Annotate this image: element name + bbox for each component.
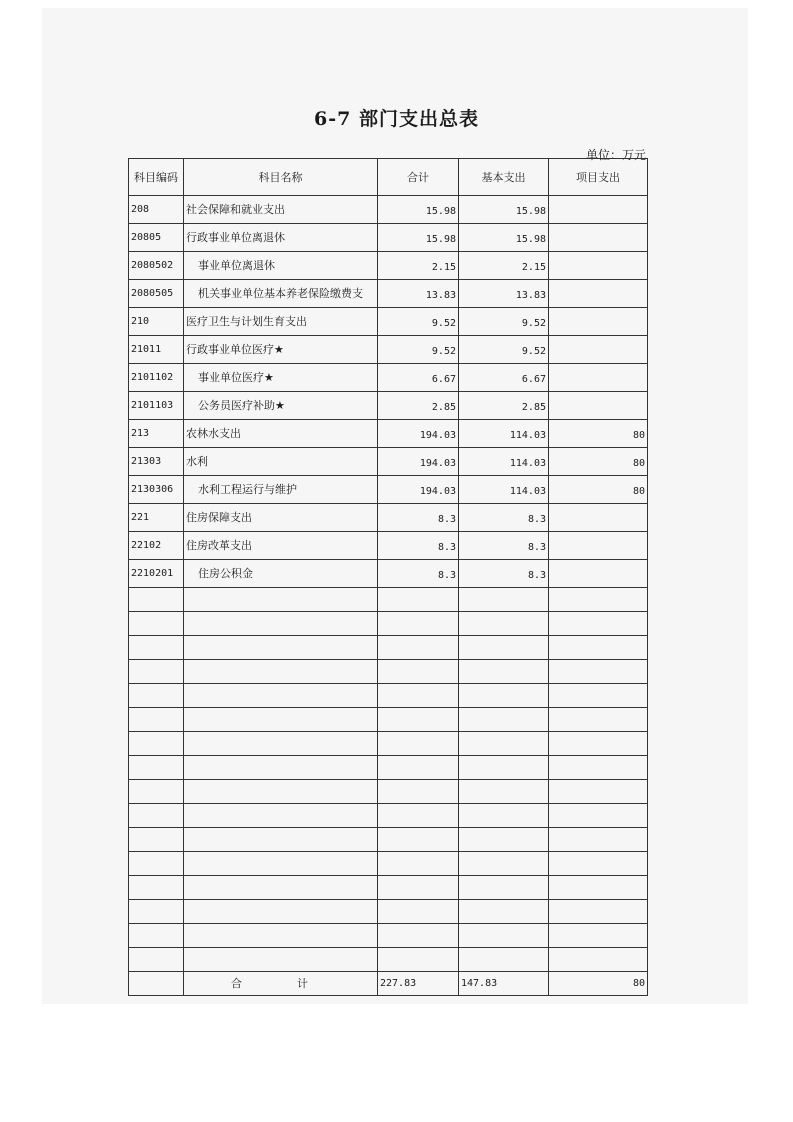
row-basic: 114.03: [459, 476, 549, 504]
table-row: [129, 504, 648, 532]
row-total: 194.03: [378, 476, 459, 504]
total-label: 合 计: [184, 972, 378, 996]
empty-row: [129, 636, 648, 660]
empty-row: [129, 780, 648, 804]
total-code-cell: [129, 972, 184, 996]
row-basic: 8.3: [459, 532, 549, 560]
empty-row: [129, 852, 648, 876]
empty-cell: [459, 708, 549, 732]
empty-cell: [129, 828, 184, 852]
empty-cell: [549, 780, 648, 804]
unit-label: 单位：万元: [585, 148, 646, 162]
header-total: 合计: [378, 159, 459, 196]
header-code: 科目编码: [129, 159, 184, 196]
empty-cell: [129, 660, 184, 684]
empty-cell: [459, 804, 549, 828]
row-total: 9.52: [378, 336, 459, 364]
empty-cell: [459, 828, 549, 852]
row-code: 2210201: [129, 560, 184, 588]
empty-cell: [129, 852, 184, 876]
row-total: 9.52: [378, 308, 459, 336]
row-basic: 6.67: [459, 364, 549, 392]
row-project: [549, 224, 648, 252]
table-header-row: [129, 159, 648, 196]
row-code: 22102: [129, 532, 184, 560]
row-code: 2130306: [129, 476, 184, 504]
empty-row: [129, 708, 648, 732]
empty-cell: [459, 636, 549, 660]
empty-cell: [378, 780, 459, 804]
empty-cell: [378, 756, 459, 780]
row-project: [549, 364, 648, 392]
row-name: 社会保障和就业支出: [184, 196, 378, 224]
empty-row: [129, 948, 648, 972]
table-row: [129, 252, 648, 280]
empty-cell: [129, 684, 184, 708]
empty-cell: [129, 756, 184, 780]
empty-cell: [549, 876, 648, 900]
header-basic: 基本支出: [459, 159, 549, 196]
row-total: 8.3: [378, 532, 459, 560]
empty-cell: [378, 852, 459, 876]
row-project: 80: [549, 476, 648, 504]
empty-cell: [184, 636, 378, 660]
empty-row: [129, 612, 648, 636]
row-basic: 15.98: [459, 224, 549, 252]
row-total: 15.98: [378, 224, 459, 252]
row-project: [549, 252, 648, 280]
empty-cell: [459, 684, 549, 708]
row-code: 208: [129, 196, 184, 224]
total-basic: 147.83: [459, 972, 549, 996]
empty-row: [129, 660, 648, 684]
row-project: [549, 308, 648, 336]
row-code: 2080505: [129, 280, 184, 308]
empty-cell: [549, 948, 648, 972]
empty-cell: [549, 828, 648, 852]
empty-cell: [378, 732, 459, 756]
row-total: 194.03: [378, 448, 459, 476]
page-title: 6-7 部门支出总表: [314, 108, 479, 130]
row-code: 2080502: [129, 252, 184, 280]
row-basic: 2.85: [459, 392, 549, 420]
row-name: 行政事业单位离退休: [184, 224, 378, 252]
empty-cell: [129, 948, 184, 972]
empty-row: [129, 732, 648, 756]
table-row: [129, 224, 648, 252]
empty-cell: [184, 732, 378, 756]
empty-cell: [378, 684, 459, 708]
empty-cell: [549, 900, 648, 924]
empty-cell: [549, 756, 648, 780]
row-name: 行政事业单位医疗★: [184, 336, 378, 364]
empty-cell: [459, 588, 549, 612]
row-basic: 2.15: [459, 252, 549, 280]
row-code: 221: [129, 504, 184, 532]
empty-cell: [184, 924, 378, 948]
empty-row: [129, 588, 648, 612]
empty-cell: [459, 756, 549, 780]
row-basic: 13.83: [459, 280, 549, 308]
empty-cell: [184, 756, 378, 780]
row-project: [549, 504, 648, 532]
table-row: [129, 448, 648, 476]
row-code: 2101103: [129, 392, 184, 420]
table-row: [129, 280, 648, 308]
empty-cell: [378, 804, 459, 828]
header-project: 项目支出: [549, 159, 648, 196]
row-code: 21303: [129, 448, 184, 476]
empty-cell: [129, 732, 184, 756]
total-sum: 227.83: [378, 972, 459, 996]
row-total: 2.15: [378, 252, 459, 280]
empty-cell: [378, 636, 459, 660]
row-basic: 114.03: [459, 448, 549, 476]
row-project: [549, 280, 648, 308]
row-project: [549, 336, 648, 364]
row-name: 水利: [184, 448, 378, 476]
empty-row: [129, 900, 648, 924]
row-total: 13.83: [378, 280, 459, 308]
empty-cell: [549, 636, 648, 660]
row-total: 8.3: [378, 504, 459, 532]
table-row: [129, 392, 648, 420]
empty-cell: [549, 732, 648, 756]
table-row: [129, 196, 648, 224]
table-row: [129, 476, 648, 504]
empty-cell: [459, 780, 549, 804]
empty-cell: [378, 828, 459, 852]
row-code: 210: [129, 308, 184, 336]
empty-row: [129, 756, 648, 780]
empty-row: [129, 804, 648, 828]
row-name: 农林水支出: [184, 420, 378, 448]
table-row: [129, 308, 648, 336]
empty-cell: [184, 900, 378, 924]
empty-cell: [184, 876, 378, 900]
row-total: 6.67: [378, 364, 459, 392]
row-name: 事业单位离退休: [184, 252, 378, 280]
row-basic: 9.52: [459, 308, 549, 336]
row-name: 水利工程运行与维护: [184, 476, 378, 504]
empty-cell: [129, 588, 184, 612]
row-code: 21011: [129, 336, 184, 364]
empty-cell: [184, 612, 378, 636]
empty-cell: [129, 804, 184, 828]
row-basic: 114.03: [459, 420, 549, 448]
row-name: 医疗卫生与计划生育支出: [184, 308, 378, 336]
empty-cell: [549, 924, 648, 948]
empty-cell: [129, 876, 184, 900]
empty-cell: [129, 900, 184, 924]
row-name: 住房改革支出: [184, 532, 378, 560]
row-basic: 15.98: [459, 196, 549, 224]
total-project: 80: [549, 972, 648, 996]
expenditure-table: [128, 158, 648, 996]
empty-cell: [459, 900, 549, 924]
empty-cell: [378, 660, 459, 684]
header-name: 科目名称: [184, 159, 378, 196]
empty-cell: [549, 588, 648, 612]
row-project: 80: [549, 420, 648, 448]
empty-cell: [184, 828, 378, 852]
empty-cell: [459, 612, 549, 636]
empty-cell: [184, 780, 378, 804]
row-total: 2.85: [378, 392, 459, 420]
empty-cell: [549, 852, 648, 876]
empty-row: [129, 876, 648, 900]
empty-cell: [129, 636, 184, 660]
empty-cell: [129, 924, 184, 948]
row-project: [549, 560, 648, 588]
row-basic: 9.52: [459, 336, 549, 364]
row-code: 20805: [129, 224, 184, 252]
total-row: [129, 972, 648, 996]
empty-row: [129, 924, 648, 948]
empty-cell: [184, 708, 378, 732]
empty-cell: [459, 924, 549, 948]
empty-cell: [378, 924, 459, 948]
empty-cell: [549, 684, 648, 708]
empty-cell: [184, 852, 378, 876]
empty-cell: [378, 900, 459, 924]
empty-cell: [459, 876, 549, 900]
empty-cell: [378, 612, 459, 636]
empty-cell: [129, 612, 184, 636]
empty-cell: [549, 804, 648, 828]
empty-cell: [459, 732, 549, 756]
row-name: 住房公积金: [184, 560, 378, 588]
empty-row: [129, 684, 648, 708]
row-project: [549, 196, 648, 224]
row-name: 住房保障支出: [184, 504, 378, 532]
empty-cell: [184, 588, 378, 612]
empty-cell: [184, 660, 378, 684]
empty-cell: [184, 948, 378, 972]
row-name: 机关事业单位基本养老保险缴费支: [184, 280, 378, 308]
row-code: 213: [129, 420, 184, 448]
empty-cell: [184, 684, 378, 708]
empty-cell: [129, 708, 184, 732]
table-row: [129, 336, 648, 364]
empty-cell: [459, 948, 549, 972]
empty-cell: [459, 852, 549, 876]
row-total: 194.03: [378, 420, 459, 448]
row-project: 80: [549, 448, 648, 476]
row-code: 2101102: [129, 364, 184, 392]
row-name: 公务员医疗补助★: [184, 392, 378, 420]
row-name: 事业单位医疗★: [184, 364, 378, 392]
table-row: [129, 532, 648, 560]
empty-cell: [378, 588, 459, 612]
row-basic: 8.3: [459, 504, 549, 532]
row-total: 8.3: [378, 560, 459, 588]
empty-cell: [549, 612, 648, 636]
empty-cell: [549, 660, 648, 684]
row-total: 15.98: [378, 196, 459, 224]
row-basic: 8.3: [459, 560, 549, 588]
empty-cell: [184, 804, 378, 828]
table-row: [129, 364, 648, 392]
empty-cell: [378, 708, 459, 732]
table-row: [129, 420, 648, 448]
empty-row: [129, 828, 648, 852]
empty-cell: [378, 948, 459, 972]
row-project: [549, 532, 648, 560]
empty-cell: [129, 780, 184, 804]
empty-cell: [378, 876, 459, 900]
table-row: [129, 560, 648, 588]
empty-cell: [459, 660, 549, 684]
row-project: [549, 392, 648, 420]
empty-cell: [549, 708, 648, 732]
